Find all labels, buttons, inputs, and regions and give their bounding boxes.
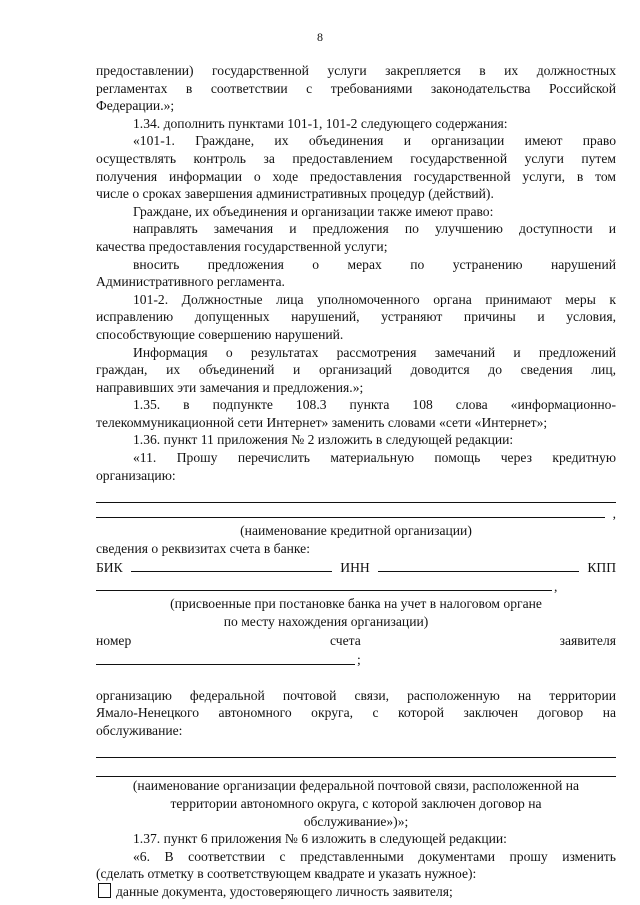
caption-line: (наименование кредитной организации) (240, 523, 472, 539)
text-line: «101-1. Граждане, их объединения и организации имеют право (133, 133, 616, 149)
text-line: сведения о реквизитах счета в банке: (96, 540, 310, 556)
text-line: «6. В соответствии с представленными документами прошу изменить (133, 848, 616, 864)
text-line: 1.36. пункт 11 приложения № 2 изложить в следующей редакции: (133, 432, 514, 448)
text-line: 1.35. в подпункте 108.3 пункта 108 слова «информационно- (133, 397, 616, 413)
text-line: организацию федеральной почтовой связи, расположенную на территории (96, 687, 616, 703)
blank-line-row (96, 576, 616, 595)
document-body (96, 62, 616, 901)
text-line: вносить предложения о мерах по устранению нарушений (133, 256, 616, 272)
text-line: 1.37. пункт 6 приложения № 6 изложить в следующей редакции: (133, 831, 507, 847)
spacer (96, 669, 616, 687)
blank-line (96, 484, 616, 503)
text-line: направлять замечания и предложения по улучшению доступности и (133, 221, 616, 237)
inn-field (378, 571, 580, 572)
text-line: , (554, 578, 558, 594)
blank-line (96, 739, 616, 758)
text-line: (сделать отметку в соответствующем квадрате и указать нужное): (96, 866, 477, 882)
zayavitelya-label: заявителя (559, 633, 616, 649)
text-line: Ямало-Ненецкого автономного округа, с которой заключен договор на (96, 705, 616, 721)
text-line: Информация о результатах рассмотрения замечаний и предложений (133, 344, 616, 360)
text-line: Административного регламента. (96, 274, 285, 290)
text-line: Граждане, их объединения и организации также имеют право: (133, 203, 494, 219)
text-line: «11. Прошу перечислить материальную помощь через кредитную (133, 450, 616, 466)
checkbox-line (96, 883, 616, 901)
caption-line: территории автономного округа, с которой заключен договор на (170, 796, 542, 811)
caption-line: обслуживание»)»; (303, 813, 409, 829)
text-line: осуществлять контроль за предоставлением государственной услуги путем (96, 150, 616, 166)
text-line: Федерации.»; (96, 98, 175, 114)
text-line: регламентах в соответствии с требованиями законодательства Российской (96, 80, 616, 96)
inn-label: ИНН (340, 559, 370, 575)
text-line: телекоммуникационной сети Интернет» заменить словами «сети «Интернет»; (96, 414, 548, 430)
account-row (96, 631, 616, 650)
scheta-label: счета (330, 633, 361, 649)
text-line: числе о сроках завершения административных процедур (действий). (96, 186, 494, 202)
caption-line: (наименование организации федеральной почтовой связи, расположенной на (132, 778, 580, 794)
text-line: качества предоставления государственной услуги; (96, 238, 388, 254)
nomer-label: номер (96, 633, 132, 649)
text-line: исправлению допущенных нарушений, устраняют причины и условия, (96, 309, 616, 325)
text-line: организацию: (96, 467, 176, 483)
checkbox-label: данные документа, удостоверяющего личность заявителя; (116, 883, 453, 899)
checkbox[interactable] (98, 883, 111, 898)
text-line: , (612, 505, 616, 521)
kpp-label: КПП (587, 559, 617, 575)
blank-line (96, 517, 605, 518)
caption-line: по месту нахождения организации) (223, 614, 429, 630)
text-line: 101-2. Должностные лица уполномоченного органа принимают меры к (133, 291, 616, 307)
blank-line (96, 758, 616, 777)
text-line: получения информации о ходе предоставления государственной услуги, в том (96, 168, 616, 184)
text-line: обслуживание: (96, 722, 183, 738)
caption-line: (присвоенные при постановке банка на учет в налоговом органе (170, 596, 542, 612)
page-number: 8 (317, 30, 323, 44)
text-line: 1.34. дополнить пунктами 101-1, 101-2 следующего содержания: (133, 115, 508, 131)
bik-label: БИК (96, 559, 123, 575)
blank-line-row (96, 503, 616, 522)
bik-field (131, 571, 333, 572)
blank-line-row (96, 650, 616, 669)
text-line: направивших эти замечания и предложения.»; (96, 379, 364, 395)
text-line: ; (357, 652, 361, 668)
blank-line (96, 590, 552, 591)
text-line: граждан, их объединений и организаций доводится до сведения лиц, (96, 362, 616, 378)
text-line: предоставлении) государственной услуги закрепляется в их должностных (96, 63, 616, 78)
bank-details-row (96, 557, 616, 576)
blank-line (96, 664, 355, 665)
text-line: способствующие совершению нарушений. (96, 326, 344, 342)
